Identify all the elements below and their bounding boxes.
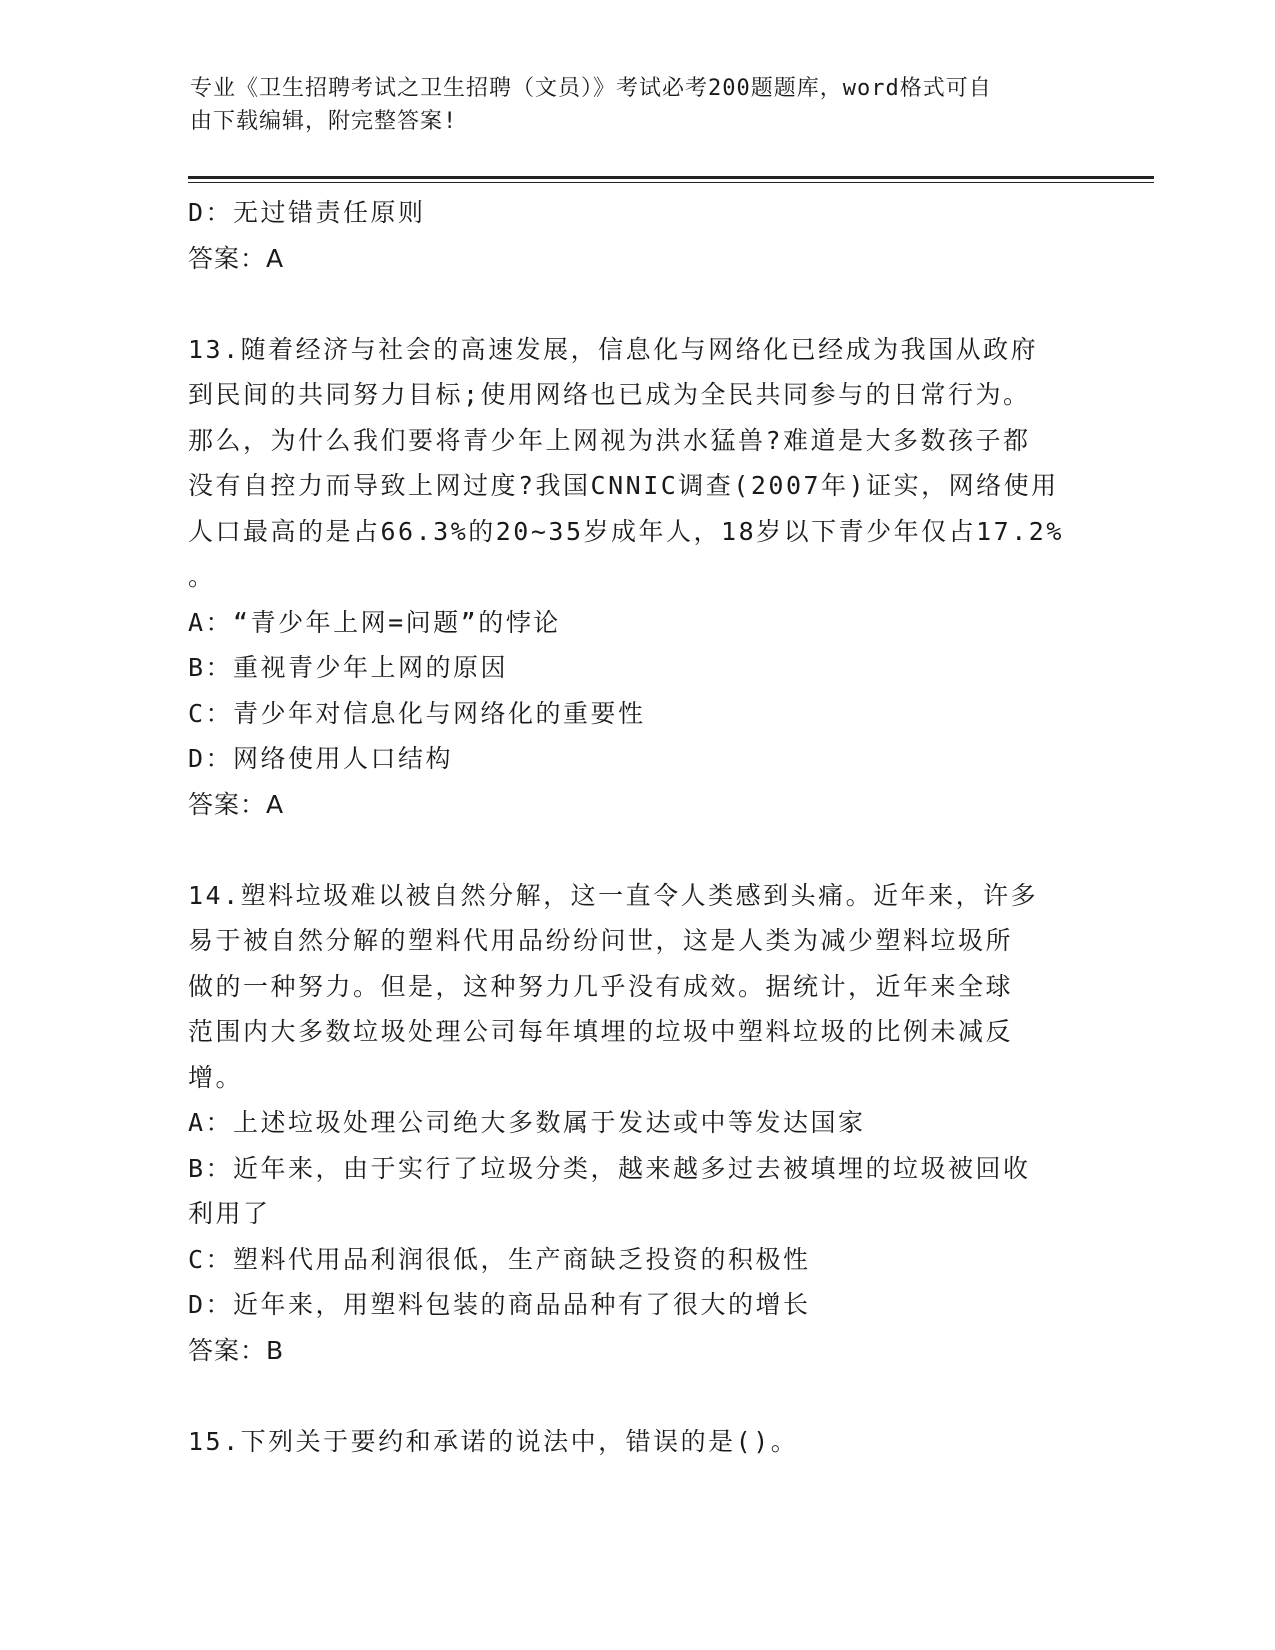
- q14-stem-line: 易于被自然分解的塑料代用品纷纷问世，这是人类为减少塑料垃圾所: [188, 926, 1014, 955]
- q13-stem-line: 。: [188, 562, 216, 591]
- q13-option-a: A：“青少年上网=问题”的悖论: [188, 607, 561, 637]
- q14-stem-line: 14.塑料垃圾难以被自然分解，这一直令人类感到头痛。近年来，许多: [188, 880, 1039, 910]
- q14-option-b-line-2: 利用了: [188, 1199, 271, 1228]
- header-line-1: 专业《卫生招聘考试之卫生招聘（文员）》考试必考200题题库，word格式可自: [190, 76, 992, 101]
- prev-option-d: D：无过错责任原则: [188, 198, 426, 227]
- document-header: [190, 72, 1070, 138]
- header-line-2: 由下载编辑，附完整答案!: [190, 109, 458, 134]
- spacer: [188, 827, 1088, 873]
- q13-option-d: D：网络使用人口结构: [188, 744, 454, 773]
- q14-stem-line: 范围内大多数垃圾处理公司每年填埋的垃圾中塑料垃圾的比例未减反: [188, 1017, 1014, 1046]
- q14-stem-line: 增。: [188, 1062, 244, 1092]
- q14-option-c: C：塑料代用品利润很低，生产商缺乏投资的积极性: [188, 1244, 811, 1274]
- q13-option-c: C：青少年对信息化与网络化的重要性: [188, 698, 646, 728]
- header-divider-thick: [188, 176, 1154, 179]
- question-14-stem: [188, 873, 1088, 1101]
- q14-option-b-line-1: B：近年来，由于实行了垃圾分类，越来越多过去被填埋的垃圾被回收: [188, 1153, 1031, 1183]
- q13-stem-line: 到民间的共同努力目标;使用网络也已成为全民共同参与的日常行为。: [188, 380, 1031, 409]
- spacer: [188, 281, 1088, 327]
- q13-option-b: B：重视青少年上网的原因: [188, 653, 509, 682]
- q14-option-d: D：近年来，用塑料包装的商品品种有了很大的增长: [188, 1290, 811, 1319]
- prev-answer: 答案：A: [188, 243, 285, 273]
- spacer: [188, 1373, 1088, 1419]
- question-content: [188, 190, 1088, 1464]
- question-13-stem: [188, 327, 1088, 600]
- q13-answer: 答案：A: [188, 789, 285, 819]
- q14-answer: 答案：B: [188, 1335, 285, 1365]
- q13-stem-line: 那么，为什么我们要将青少年上网视为洪水猛兽?难道是大多数孩子都: [188, 425, 1031, 455]
- header-divider-thin: [188, 182, 1154, 183]
- q13-stem-line: 没有自控力而导致上网过度?我国CNNIC调查(2007年)证实，网络使用: [188, 471, 1059, 500]
- q13-stem-line: 13.随着经济与社会的高速发展，信息化与网络化已经成为我国从政府: [188, 334, 1039, 364]
- q14-option-a: A：上述垃圾处理公司绝大多数属于发达或中等发达国家: [188, 1108, 866, 1137]
- q14-stem-line: 做的一种努力。但是，这种努力几乎没有成效。据统计，近年来全球: [188, 971, 1014, 1001]
- q13-stem-line: 人口最高的是占66.3%的20~35岁成年人，18岁以下青少年仅占17.2%: [188, 516, 1064, 546]
- question-15-stem: 15.下列关于要约和承诺的说法中，错误的是()。: [188, 1426, 799, 1456]
